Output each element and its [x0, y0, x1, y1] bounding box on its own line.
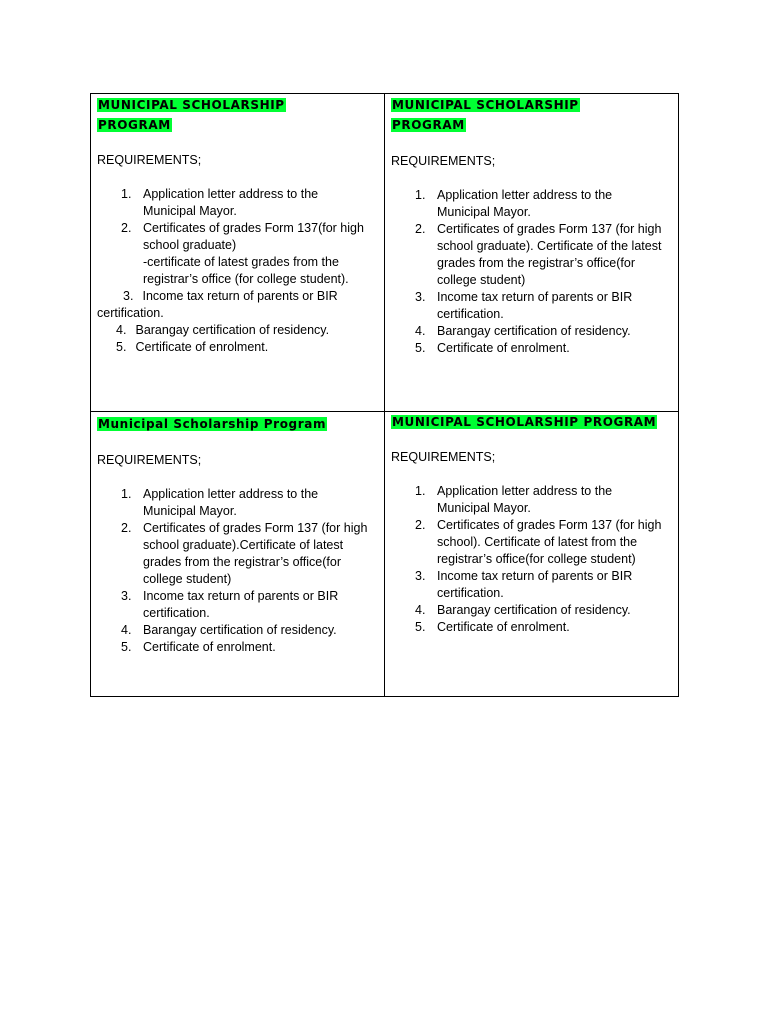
list-item: 1. Application letter address to the Municipal Mayor.: [121, 187, 319, 218]
list-item: 2. Certificates of grades Form 137(for high school graduate) -certificate of latest grades from the registrar’s office (for college student).: [121, 221, 364, 286]
list-item: 4. Barangay certification of residency.: [121, 623, 337, 637]
list-item: 4. Barangay certification of residency.: [415, 324, 631, 338]
card-title: Municipal Scholarship Program: [98, 417, 327, 431]
list-item: 1. Application letter address to the Municipal Mayor.: [415, 188, 613, 219]
list-item: 3. Income tax return of parents or BIR certification.: [97, 289, 338, 320]
requirements-label: REQUIREMENTS;: [97, 153, 202, 167]
list-item: 5. Certificate of enrolment.: [415, 620, 570, 634]
card-top-left: [91, 94, 385, 412]
list-item: 4. Barangay certification of residency.: [116, 323, 330, 337]
list-item: 3. Income tax return of parents or BIR certification.: [121, 589, 339, 620]
card-bottom-right: [385, 412, 679, 697]
requirements-list: [391, 483, 672, 636]
requirements-list: [391, 187, 672, 357]
scholarship-card-grid: [90, 93, 679, 697]
card-title: MUNICIPAL SCHOLARSHIP PROGRAM: [98, 98, 285, 132]
card-top-right: [385, 94, 679, 412]
card-title: MUNICIPAL SCHOLARSHIP PROGRAM: [392, 98, 579, 132]
list-item: 3. Income tax return of parents or BIR certification.: [415, 290, 633, 321]
list-item: 2. Certificates of grades Form 137 (for high school graduate).Certificate of latest grades from the registrar’s office(for college student): [121, 521, 368, 586]
list-item: 2. Certificates of grades Form 137 (for high school). Certificate of latest from the registrar’s office(for college student): [415, 518, 662, 566]
list-item: 4. Barangay certification of residency.: [415, 603, 631, 617]
list-item: 3. Income tax return of parents or BIR certification.: [415, 569, 633, 600]
list-item: 2. Certificates of grades Form 137 (for high school graduate). Certificate of the latest grades from the registrar’s office(for college student): [415, 222, 662, 287]
list-item: 1. Application letter address to the Municipal Mayor.: [121, 487, 319, 518]
card-bottom-left: [91, 412, 385, 697]
card-title: MUNICIPAL SCHOLARSHIP PROGRAM: [392, 415, 657, 429]
requirements-label: REQUIREMENTS;: [97, 453, 202, 467]
list-item: 5. Certificate of enrolment.: [415, 341, 570, 355]
requirements-label: REQUIREMENTS;: [391, 450, 496, 464]
list-item: 5. Certificate of enrolment.: [116, 340, 269, 354]
requirements-list: [97, 186, 378, 288]
requirements-list: [97, 486, 378, 656]
list-item: 1. Application letter address to the Municipal Mayor.: [415, 484, 613, 515]
list-item: 5. Certificate of enrolment.: [121, 640, 276, 654]
requirements-label: REQUIREMENTS;: [391, 154, 496, 168]
